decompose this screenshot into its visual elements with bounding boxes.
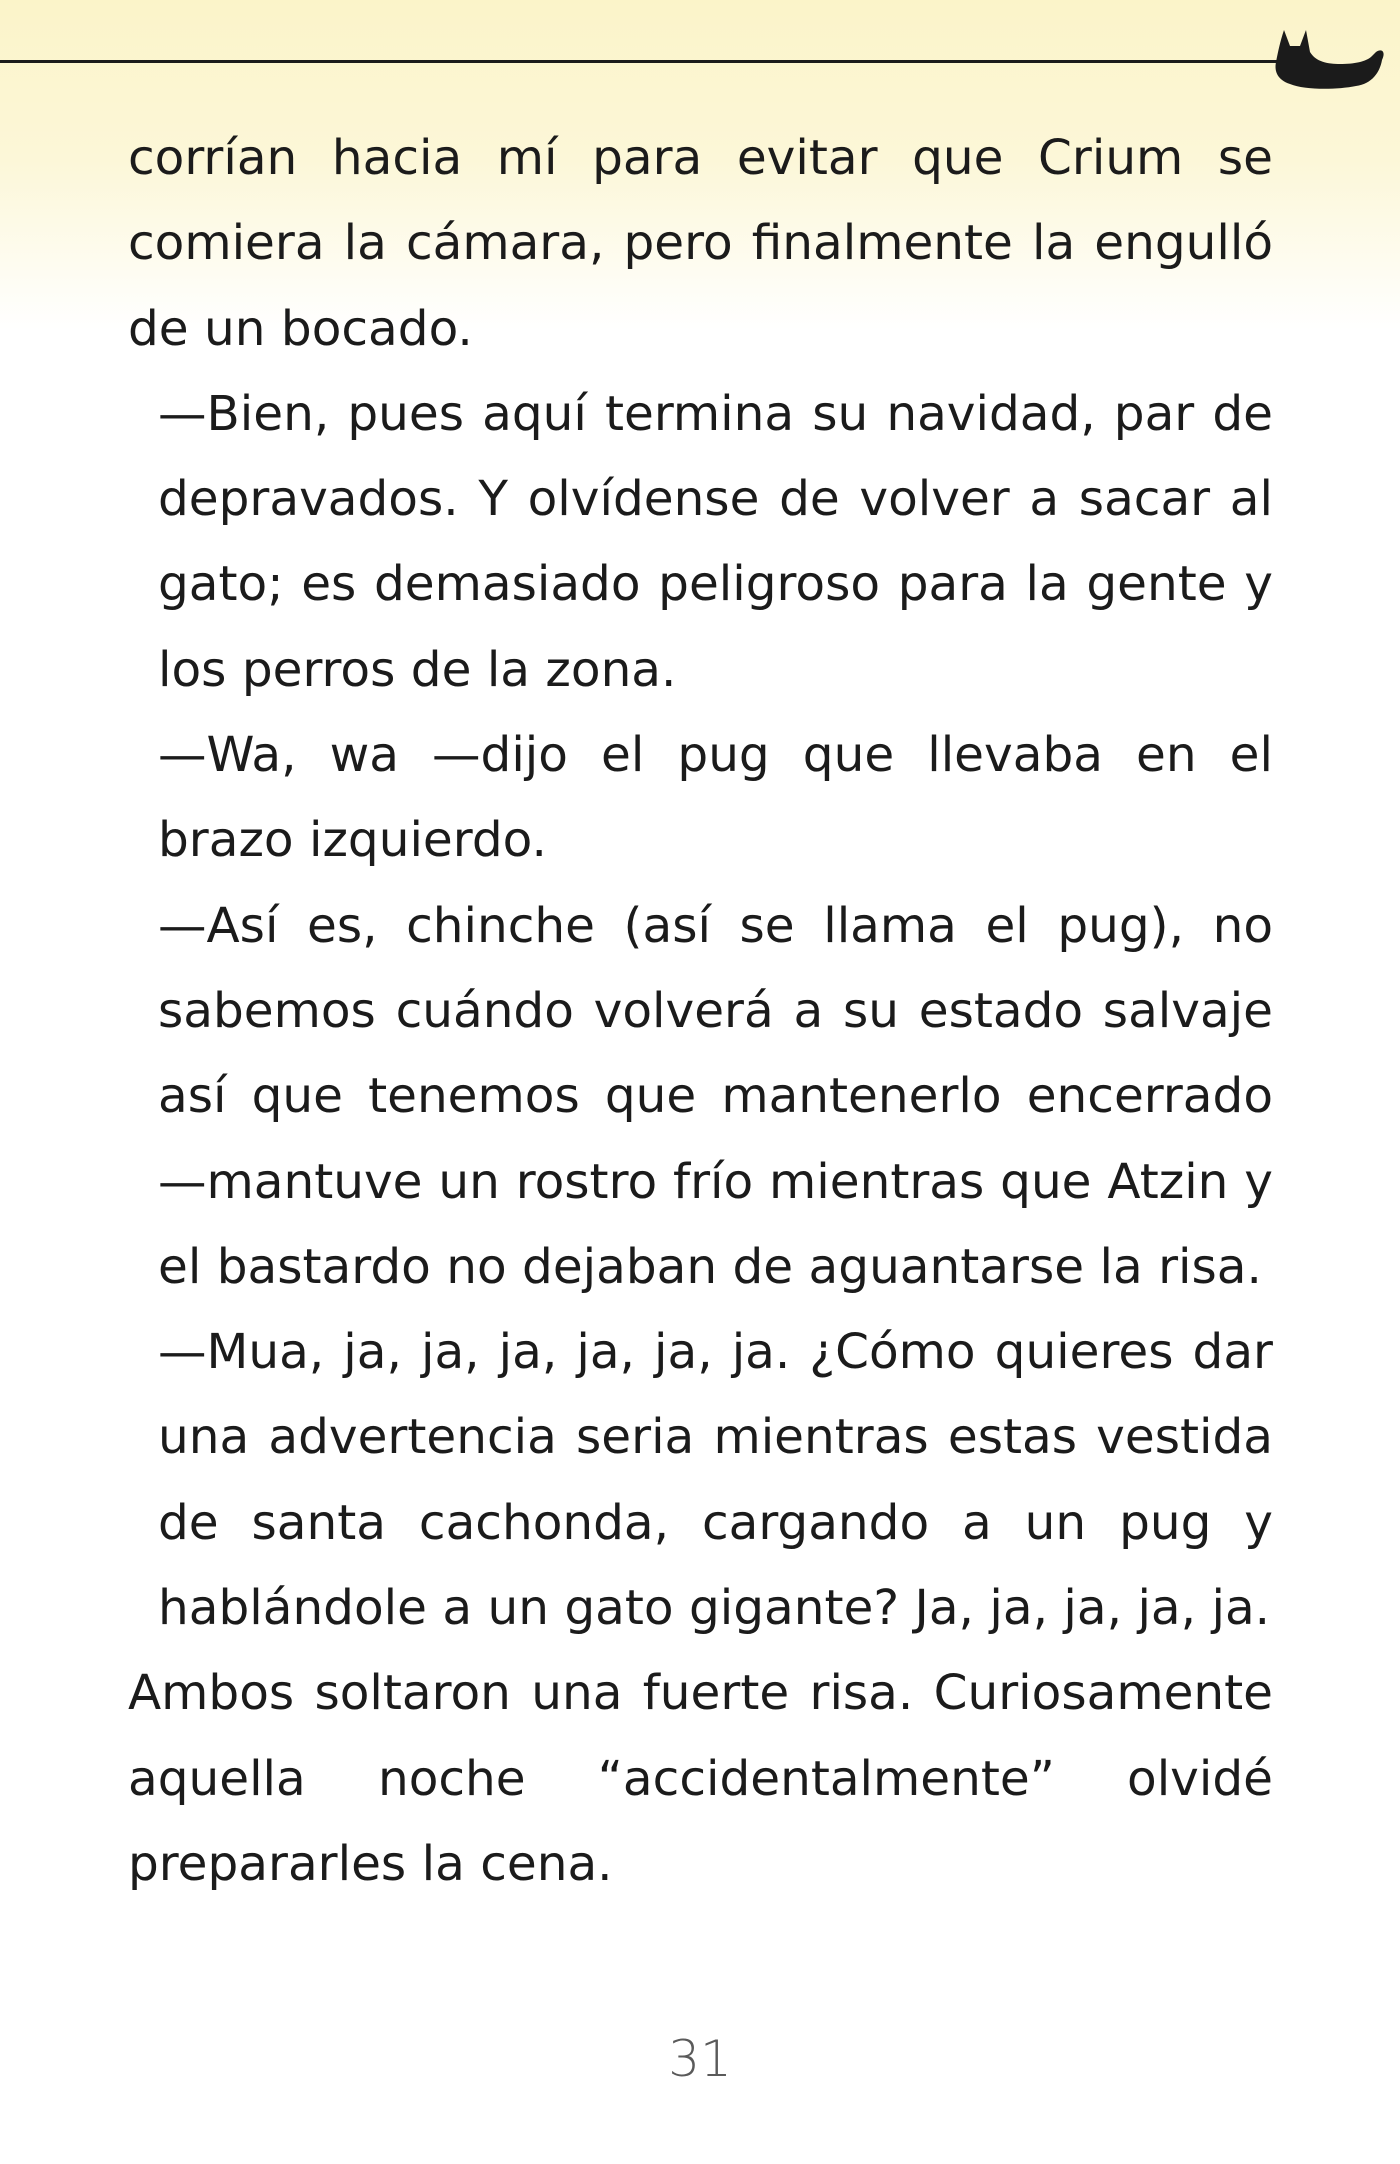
body-text bbox=[128, 116, 1273, 1907]
header-rule bbox=[0, 60, 1282, 63]
paragraph-4: —Así es, chinche (así se llama el pug), no sabemos cuándo volverá a su estado salvaje así que tenemos que mantenerlo encerrado —mantuve un rostro frío mientras que Atzin y el bastardo no dejaban de aguantarse la risa. bbox=[158, 897, 1273, 1295]
paragraph-1: corrían hacia mí para evitar que Crium se comiera la cámara, pero finalmente la engulló de un bocado. bbox=[128, 130, 1273, 357]
paragraph-3: —Wa, wa —dijo el pug que llevaba en el brazo izquierdo. bbox=[158, 727, 1273, 869]
paragraph-6: Ambos soltaron una fuerte risa. Curiosamente aquella noche “accidentalmente” olvidé prepararles la cena. bbox=[128, 1665, 1273, 1892]
paragraph-2: —Bien, pues aquí termina su navidad, par de depravados. Y olvídense de volver a sacar al gato; es demasiado peligroso para la gente y los perros de la zona. bbox=[158, 385, 1273, 698]
page-number: 31 bbox=[668, 2030, 732, 2088]
cat-silhouette-icon bbox=[1270, 22, 1388, 94]
paragraph-5: —Mua, ja, ja, ja, ja, ja, ja. ¿Cómo quieres dar una advertencia seria mientras estas vestida de santa cachonda, cargando a un pug y hablándole a un gato gigante? Ja, ja, ja, ja, ja. bbox=[158, 1324, 1273, 1637]
